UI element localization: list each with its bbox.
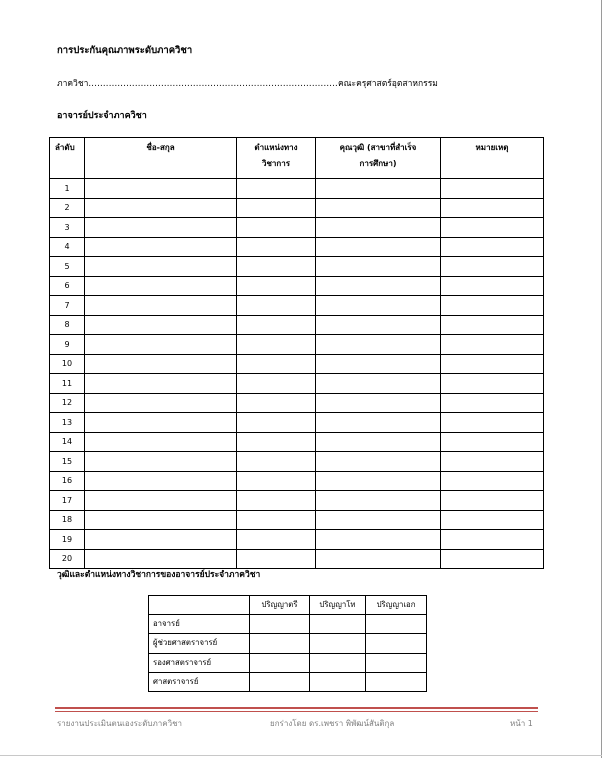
qualification-row: [149, 615, 427, 634]
table-cell[interactable]: [316, 198, 441, 218]
row-number: 1: [50, 179, 85, 199]
table-cell[interactable]: [366, 653, 427, 672]
row-number: 11: [50, 374, 85, 394]
row-number: 6: [50, 276, 85, 296]
department-prefix: ภาควิชา: [57, 79, 89, 89]
table-cell[interactable]: [237, 257, 316, 277]
row-number: 16: [50, 471, 85, 491]
table-cell[interactable]: [85, 296, 237, 316]
table-cell[interactable]: [237, 296, 316, 316]
table-row: [50, 335, 544, 355]
column-header: หมายเหตุ: [441, 138, 544, 179]
table-cell[interactable]: [316, 374, 441, 394]
table-cell[interactable]: [316, 335, 441, 355]
department-blank: ......................................................................................: [88, 79, 338, 89]
column-header: คุณวุฒิ (สาขาที่สำเร็จ การศึกษา): [316, 138, 441, 179]
row-number: 5: [50, 257, 85, 277]
table-row: [50, 491, 544, 511]
table-row: [50, 315, 544, 335]
row-number: 8: [50, 315, 85, 335]
footer-rule: [55, 711, 538, 712]
table-cell[interactable]: [441, 179, 544, 199]
table-cell[interactable]: [316, 276, 441, 296]
column-header: ปริญญาโท: [310, 596, 366, 615]
table-cell[interactable]: [316, 432, 441, 452]
table-row: [50, 393, 544, 413]
table-cell[interactable]: [85, 315, 237, 335]
qualification-table: [148, 595, 427, 692]
column-header: ตำแหน่งทาง วิชาการ: [237, 138, 316, 179]
table-cell[interactable]: [85, 393, 237, 413]
table-cell[interactable]: [250, 653, 310, 672]
table-cell[interactable]: [85, 179, 237, 199]
row-number: 15: [50, 452, 85, 472]
table-cell[interactable]: [85, 218, 237, 238]
table-cell[interactable]: [316, 549, 441, 569]
table-cell[interactable]: [441, 432, 544, 452]
table-cell[interactable]: [316, 452, 441, 472]
table-cell[interactable]: [310, 672, 366, 691]
table-header-row: [50, 138, 544, 179]
table-row: [50, 354, 544, 374]
column-header: [149, 596, 250, 615]
table-row: [50, 413, 544, 433]
row-number: 3: [50, 218, 85, 238]
column-header: ปริญญาตรี: [250, 596, 310, 615]
table-cell[interactable]: [316, 393, 441, 413]
faculty-name: คณะครุศาสตร์อุตสาหกรรม: [337, 79, 438, 89]
table-cell[interactable]: [237, 452, 316, 472]
rank-label: ผู้ช่วยศาสตราจารย์: [149, 634, 250, 653]
table-cell[interactable]: [316, 296, 441, 316]
table-cell[interactable]: [237, 315, 316, 335]
table-cell[interactable]: [85, 413, 237, 433]
table-cell[interactable]: [85, 491, 237, 511]
row-number: 14: [50, 432, 85, 452]
table-cell[interactable]: [441, 276, 544, 296]
table-cell[interactable]: [441, 530, 544, 550]
table-cell[interactable]: [85, 510, 237, 530]
table-cell[interactable]: [85, 276, 237, 296]
table-cell[interactable]: [316, 218, 441, 238]
table-row: [50, 296, 544, 316]
table-cell[interactable]: [85, 354, 237, 374]
table-cell[interactable]: [316, 179, 441, 199]
rank-label: อาจารย์: [149, 615, 250, 634]
table-cell[interactable]: [85, 335, 237, 355]
table-cell[interactable]: [316, 413, 441, 433]
table-cell[interactable]: [310, 615, 366, 634]
table-cell[interactable]: [237, 198, 316, 218]
table-cell[interactable]: [85, 530, 237, 550]
column-header: ชื่อ-สกุล: [85, 138, 237, 179]
table-cell[interactable]: [366, 615, 427, 634]
table-cell[interactable]: [441, 452, 544, 472]
footer-rule: [55, 707, 538, 709]
table-cell[interactable]: [441, 315, 544, 335]
table-cell[interactable]: [441, 257, 544, 277]
row-number: 13: [50, 413, 85, 433]
table-cell[interactable]: [85, 374, 237, 394]
table-cell[interactable]: [237, 432, 316, 452]
table-cell[interactable]: [441, 237, 544, 257]
table-cell[interactable]: [316, 471, 441, 491]
table-cell[interactable]: [237, 276, 316, 296]
table-cell[interactable]: [250, 634, 310, 653]
table-cell[interactable]: [85, 198, 237, 218]
table-cell[interactable]: [441, 413, 544, 433]
table-row: [50, 549, 544, 569]
table-cell[interactable]: [310, 653, 366, 672]
table-cell[interactable]: [441, 374, 544, 394]
table-cell[interactable]: [441, 471, 544, 491]
table-row: [50, 374, 544, 394]
table-cell[interactable]: [316, 354, 441, 374]
table-cell[interactable]: [441, 549, 544, 569]
table-row: [50, 276, 544, 296]
table-row: [50, 257, 544, 277]
rank-label: รองศาสตราจารย์: [149, 653, 250, 672]
row-number: 10: [50, 354, 85, 374]
table-cell[interactable]: [237, 471, 316, 491]
table-cell[interactable]: [85, 549, 237, 569]
table-cell[interactable]: [316, 237, 441, 257]
table-cell[interactable]: [316, 315, 441, 335]
document-title: การประกันคุณภาพระดับภาควิชา: [57, 45, 193, 56]
qualification-row: [149, 672, 427, 691]
table-cell[interactable]: [85, 257, 237, 277]
table-row: [50, 471, 544, 491]
table-row: [50, 179, 544, 199]
qualification-row: [149, 634, 427, 653]
table-cell[interactable]: [237, 374, 316, 394]
table-cell[interactable]: [237, 393, 316, 413]
table-cell[interactable]: [237, 237, 316, 257]
table-cell[interactable]: [237, 549, 316, 569]
staff-table: [49, 137, 544, 569]
row-number: 2: [50, 198, 85, 218]
row-number: 9: [50, 335, 85, 355]
rank-label: ศาสตราจารย์: [149, 672, 250, 691]
section-title: อาจารย์ประจำภาควิชา: [57, 111, 147, 121]
table-cell[interactable]: [316, 530, 441, 550]
row-number: 12: [50, 393, 85, 413]
table-cell[interactable]: [85, 237, 237, 257]
table-cell[interactable]: [441, 296, 544, 316]
table-cell[interactable]: [366, 672, 427, 691]
department-line: [57, 76, 438, 90]
table-cell[interactable]: [237, 218, 316, 238]
table-cell[interactable]: [310, 634, 366, 653]
table-cell[interactable]: [237, 530, 316, 550]
table-cell[interactable]: [237, 491, 316, 511]
table-cell[interactable]: [316, 257, 441, 277]
table-cell[interactable]: [237, 179, 316, 199]
page-edge: [601, 0, 602, 758]
table-cell[interactable]: [316, 510, 441, 530]
table-cell[interactable]: [85, 471, 237, 491]
row-number: 20: [50, 549, 85, 569]
table-row: [50, 218, 544, 238]
table-row: [50, 432, 544, 452]
qualification-row: [149, 653, 427, 672]
row-number: 17: [50, 491, 85, 511]
footer-page-number: หน้า 1: [510, 719, 533, 728]
table-row: [50, 530, 544, 550]
table-cell[interactable]: [441, 354, 544, 374]
qualification-title: วุฒิและตำแหน่งทางวิชาการของอาจารย์ประจำภาควิชา: [57, 570, 261, 580]
table-cell[interactable]: [441, 218, 544, 238]
column-header: ลำดับ: [50, 138, 85, 179]
footer-author: ยกร่างโดย ดร.เพชรา พิพัฒน์สันติกุล: [270, 719, 395, 728]
table-cell[interactable]: [85, 452, 237, 472]
row-number: 18: [50, 510, 85, 530]
qualification-header-row: [149, 596, 427, 615]
table-cell[interactable]: [237, 413, 316, 433]
table-cell[interactable]: [441, 198, 544, 218]
footer-report-title: รายงานประเมินตนเองระดับภาควิชา: [57, 719, 182, 728]
table-cell[interactable]: [441, 491, 544, 511]
page-edge: [0, 755, 602, 756]
table-row: [50, 198, 544, 218]
table-cell[interactable]: [316, 491, 441, 511]
row-number: 7: [50, 296, 85, 316]
table-row: [50, 237, 544, 257]
table-cell[interactable]: [237, 335, 316, 355]
table-cell[interactable]: [250, 615, 310, 634]
column-header: ปริญญาเอก: [366, 596, 427, 615]
table-cell[interactable]: [250, 672, 310, 691]
row-number: 4: [50, 237, 85, 257]
table-cell[interactable]: [441, 393, 544, 413]
table-cell[interactable]: [366, 634, 427, 653]
table-cell[interactable]: [237, 510, 316, 530]
table-cell[interactable]: [441, 510, 544, 530]
row-number: 19: [50, 530, 85, 550]
table-row: [50, 452, 544, 472]
table-row: [50, 510, 544, 530]
table-cell[interactable]: [441, 335, 544, 355]
table-cell[interactable]: [237, 354, 316, 374]
table-cell[interactable]: [85, 432, 237, 452]
